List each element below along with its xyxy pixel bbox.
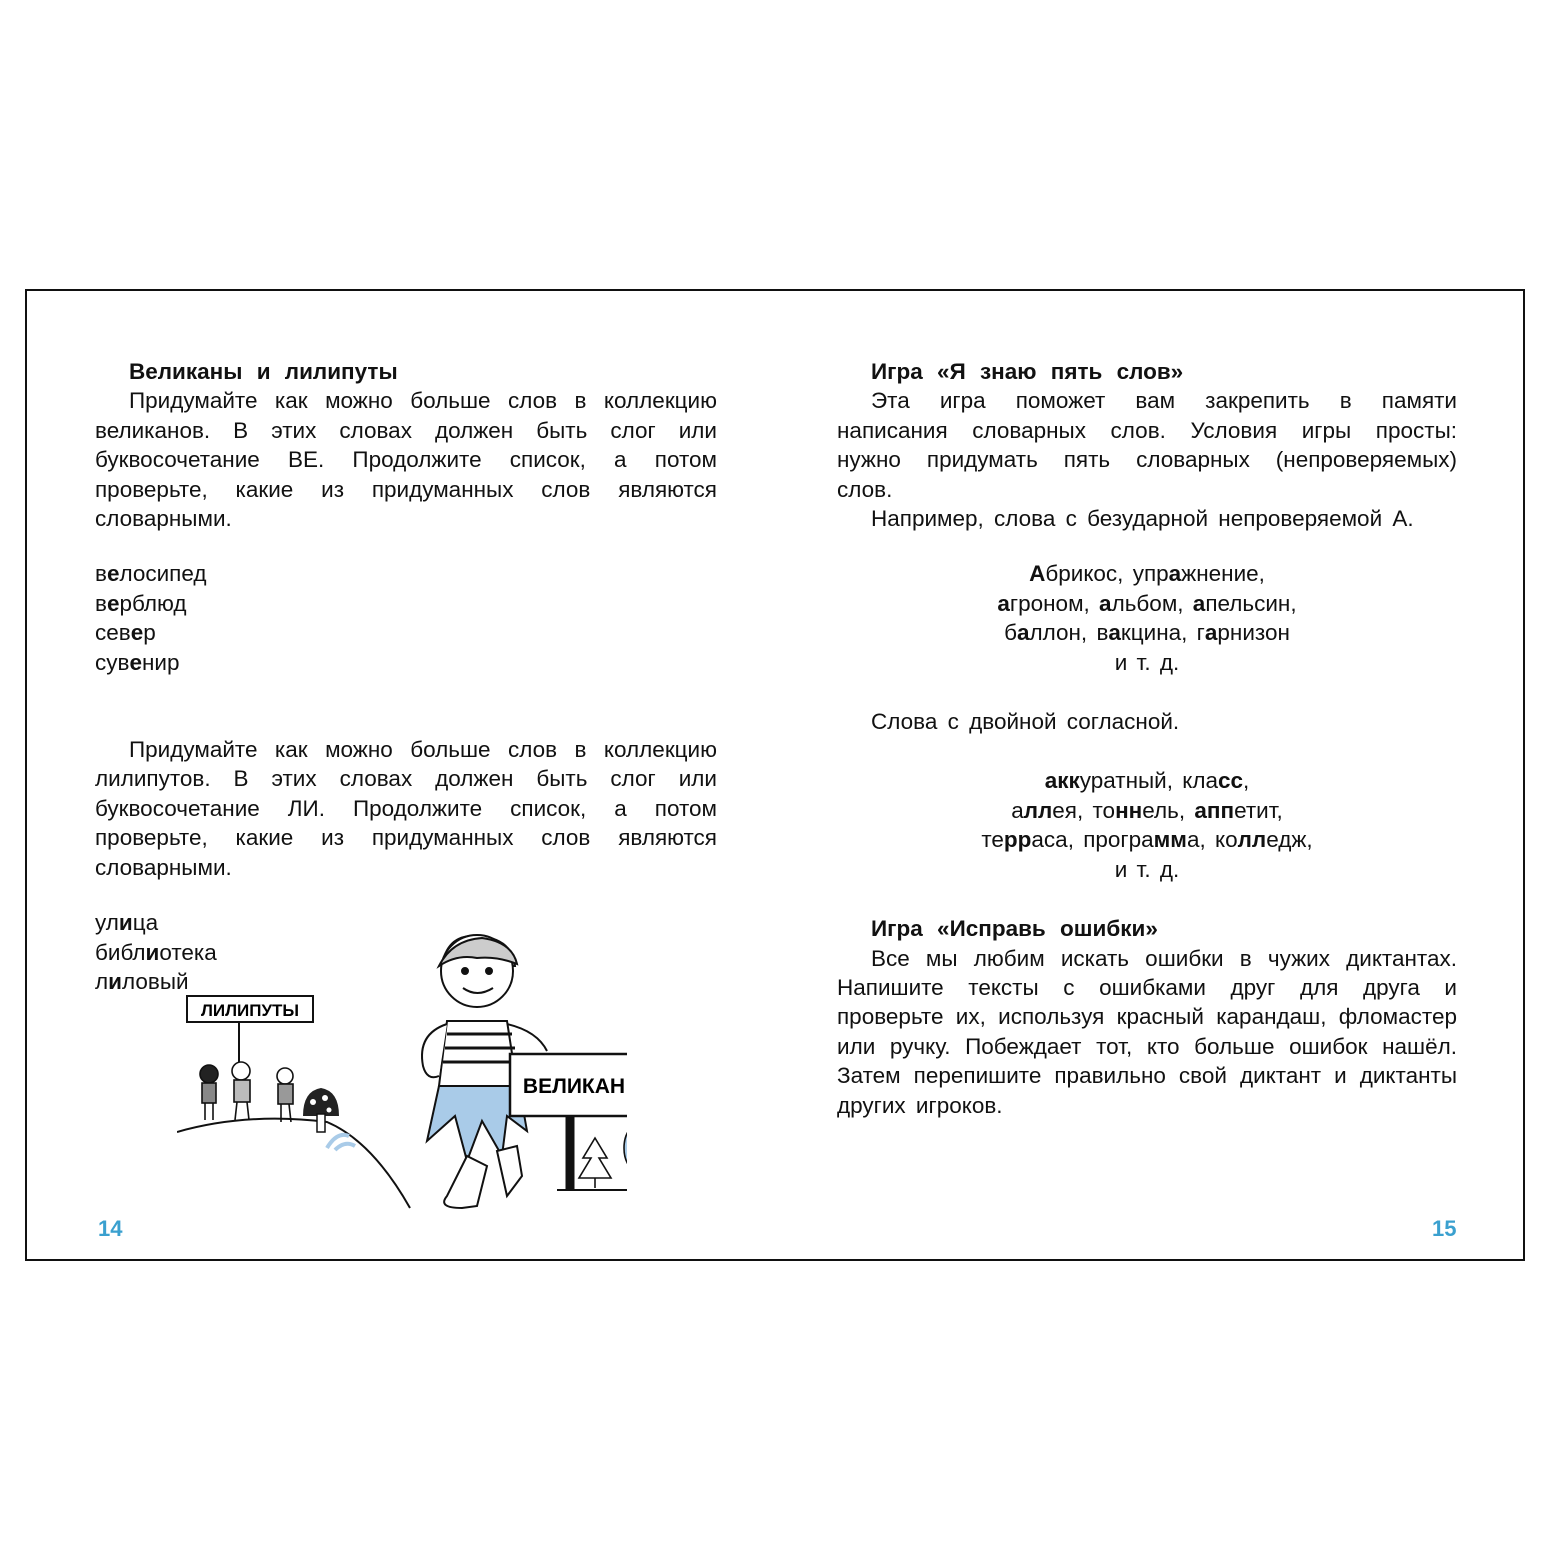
left-column: [95, 357, 717, 996]
fix-errors-paragraph: Все мы любим искать ошибки в чужих диктантах. Напишите тексты с ошибками друг для друга и проверьте их, используя красный карандаш, фломастер или ручку. Побеждает тот, кто больше ошибок нашёл. Затем перепишите правильно свой диктант и диктанты других игроков.: [837, 945, 1457, 1118]
five-words-paragraph: Эта игра поможет вам закрепить в памяти написания словарных слов. Условия игры просты: нужно придумать пять словарных (непроверяемых) слов.: [837, 388, 1457, 502]
giant-sign-label: ВЕЛИКАН: [522, 1075, 626, 1098]
lilliput-word: лиловый: [95, 968, 189, 994]
example-line: аллея, тоннель, аппетит,: [1011, 797, 1283, 823]
section-heading-giants: Великаны и лилипуты: [129, 359, 398, 384]
giants-illustration: [177, 926, 627, 1211]
right-column: [837, 357, 1457, 1120]
example-unstressed-a: [837, 559, 1457, 647]
section-heading-fix-errors: Игра «Исправь ошибки»: [871, 916, 1158, 942]
etc-a: и т. д.: [1114, 649, 1180, 675]
giant-sign: [510, 1054, 627, 1190]
lilliputs-paragraph: Придумайте как можно больше слов в коллекцию лилипутов. В этих словах должен быть слог или буквосочетание ЛИ. Продолжите список, а потом проверьте, какие из придуманных слов являются словарными.: [95, 737, 717, 880]
book-spread: [25, 289, 1525, 1261]
etc-double: и т. д.: [1114, 856, 1180, 882]
lilliput-word: улица: [95, 910, 159, 936]
giant-word-list: [95, 559, 717, 677]
right-page: [777, 291, 1527, 1259]
example-line: терраса, программа, колледж,: [981, 827, 1313, 853]
double-consonant-intro: Слова с двойной согласной.: [871, 709, 1180, 735]
example-line: агроном, альбом, апельсин,: [997, 590, 1297, 616]
example-double-consonant: [837, 766, 1457, 854]
giants-paragraph: Придумайте как можно больше слов в коллекцию великанов. В этих словах должен быть слог или буквосочетание ВЕ. Продолжите список, а потом проверьте, какие из придуманных слов являются словарными.: [95, 388, 717, 532]
lilliput-word: библиотека: [95, 939, 217, 965]
example-line: Абрикос, упражнение,: [1029, 561, 1265, 587]
lilliput-sign-label: ЛИЛИПУТЫ: [200, 1001, 300, 1020]
page-number-left: 14: [98, 1216, 123, 1241]
giant-word: верблюд: [95, 590, 187, 616]
trees: [579, 1127, 627, 1188]
page-number-right: 15: [1432, 1216, 1457, 1241]
giant-word: сувенир: [95, 649, 180, 675]
giant-word: велосипед: [95, 561, 207, 587]
example-intro-paragraph: Например, слова с безударной непроверяемой А.: [871, 506, 1414, 532]
example-line: аккуратный, класс,: [1044, 768, 1250, 794]
lilliput-people: [200, 1062, 293, 1122]
left-page: [27, 291, 777, 1259]
lilliput-sign: [187, 996, 313, 1076]
section-heading-five-words: Игра «Я знаю пять слов»: [871, 359, 1184, 384]
giant-word: север: [95, 620, 156, 646]
example-line: баллон, вакцина, гарнизон: [1004, 620, 1290, 646]
